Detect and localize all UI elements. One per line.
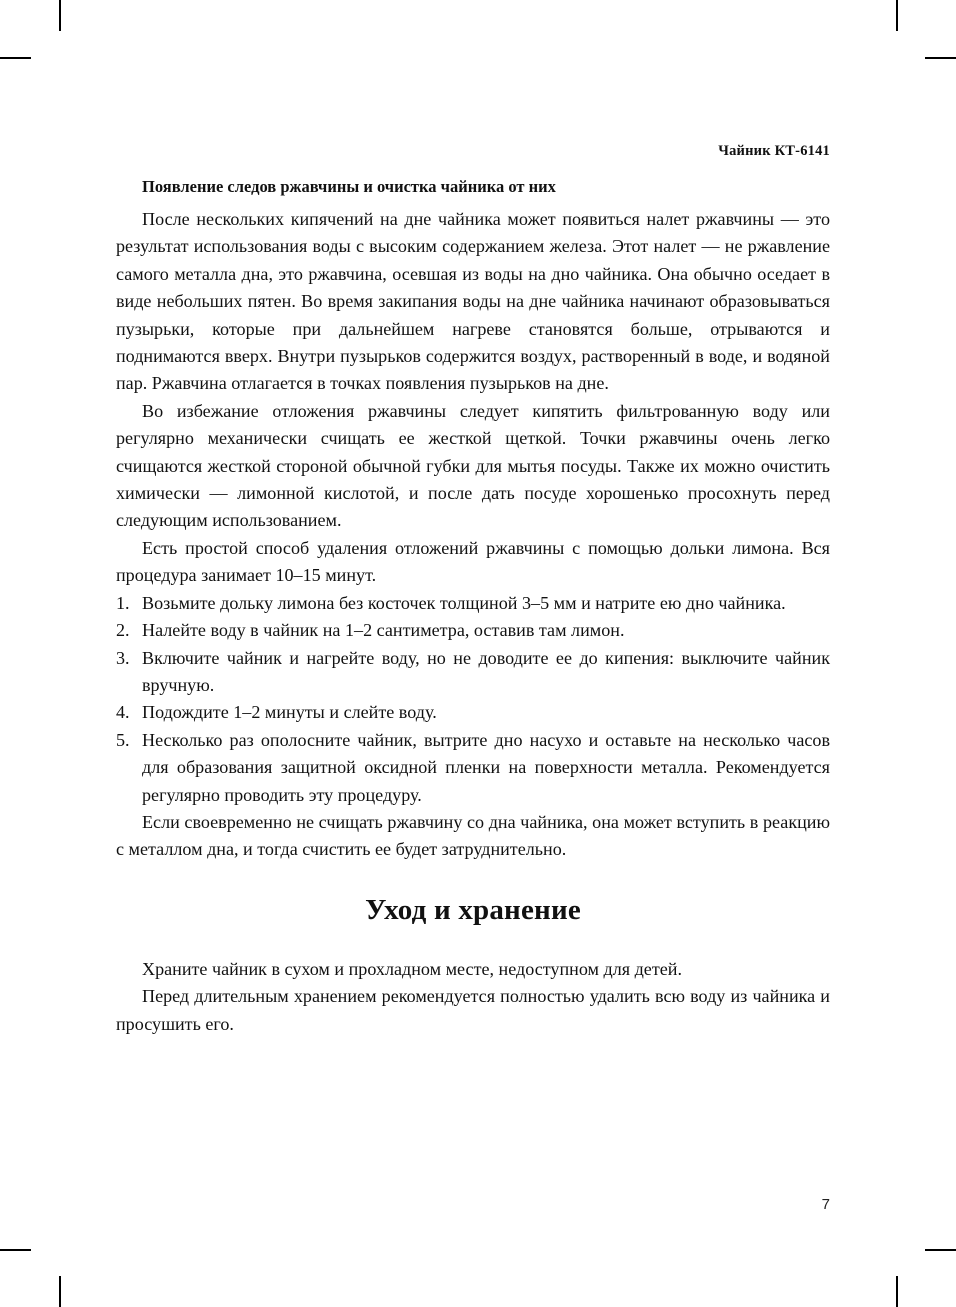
- crop-mark-top-left-vertical: [59, 0, 61, 31]
- list-item: Возьмите дольку лимона без косточек толщиной 3–5 мм и натрите ею дно чайника.: [142, 592, 786, 613]
- paragraph: Перед длительным хранением рекомендуется полностью удалить всю воду из чайника и просушить его.: [116, 986, 830, 1034]
- paragraph: Если своевременно не счищать ржавчину со дна чайника, она может вступить в реакцию с металлом дна, и тогда счистить ее будет затруднительно.: [116, 811, 830, 860]
- crop-mark-bottom-left-vertical: [59, 1276, 61, 1307]
- crop-mark-top-right-vertical: [896, 0, 898, 31]
- care-section-body: [116, 956, 830, 1038]
- crop-mark-top-right-horizontal: [925, 57, 956, 59]
- section-title-care-and-storage: Уход и хранение: [365, 894, 581, 926]
- rust-removal-steps: [116, 590, 830, 809]
- list-item: Налейте воду в чайник на 1–2 сантиметра, оставив там лимон.: [142, 620, 625, 641]
- list-item: Включите чайник и нагрейте воду, но не доводите ее до кипения: выключите чайник вручную.: [142, 647, 830, 695]
- crop-mark-bottom-right-vertical: [896, 1276, 898, 1307]
- paragraph: Во избежание отложения ржавчины следует кипятить фильтрованную воду или регулярно механически счищать ее жесткой щеткой. Точки ржавчины очень легко счищаются жесткой стороной обычной губки для мытья посуды. Также их можно очистить химически — лимонной кислотой, и после дать посуде хорошенько просохнуть перед следующим использованием.: [116, 400, 830, 531]
- paragraph: Есть простой способ удаления отложений ржавчины с помощью дольки лимона. Вся процедура занимает 10–15 минут.: [116, 537, 830, 586]
- list-item: Несколько раз ополосните чайник, вытрите дно насухо и оставьте на несколько часов для образования защитной оксидной пленки на поверхности металла. Рекомендуется регулярно проводить эту процедуру.: [142, 729, 830, 805]
- crop-mark-bottom-left-horizontal: [0, 1249, 31, 1251]
- paragraph: После нескольких кипячений на дне чайника может появиться налет ржавчины — это результат использования воды с высоким содержанием железа. Этот налет — не ржавление самого металла дна, это ржавчина, осевшая из воды на дно чайника. Она обычно оседает в виде небольших пятен. Во время закипания воды на дне чайника начинают образовываться пузырьки, которые при дальнейшем нагреве становятся больше, отрываются и поднимаются вверх. Внутри пузырьков содержится воздух, растворенный в воде, и водяной пар. Ржавчина отлагается в точках появления пузырьков на дне.: [116, 209, 830, 394]
- page-number: 7: [821, 1196, 830, 1213]
- crop-mark-bottom-right-horizontal: [925, 1249, 956, 1251]
- running-header: Чайник КТ-6141: [718, 143, 830, 159]
- rust-section-body: [116, 206, 830, 864]
- crop-mark-top-left-horizontal: [0, 57, 31, 59]
- subsection-heading-rust: Появление следов ржавчины и очистка чайника от них: [142, 177, 556, 196]
- list-item: Подождите 1–2 минуты и слейте воду.: [142, 702, 437, 723]
- paragraph: Храните чайник в сухом и прохладном месте, недоступном для детей.: [142, 959, 682, 979]
